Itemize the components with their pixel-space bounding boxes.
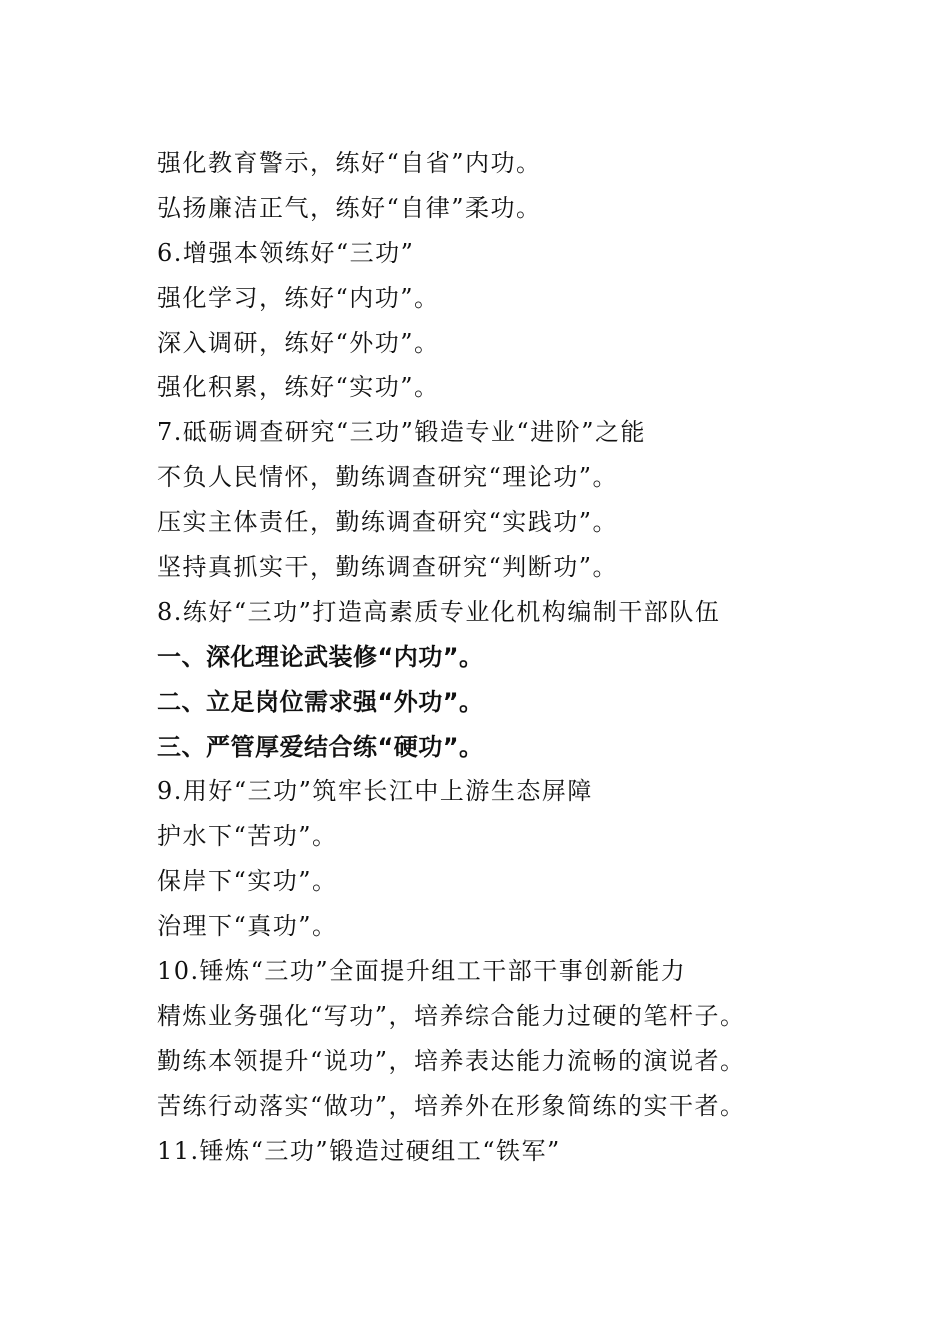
text-body	[157, 141, 937, 1173]
text-line: 不负人民情怀，勤练调查研究“理论功”。	[157, 463, 619, 492]
text-line: 6.增强本领练好“三功”	[157, 238, 415, 267]
text-line: 9.用好“三功”筑牢长江中上游生态屏障	[157, 777, 593, 806]
bold-heading-line: 二、立足岗位需求强“外功”。	[157, 687, 484, 716]
text-line: 11.锤炼“三功”锻造过硬组工“铁军”	[157, 1136, 561, 1165]
text-line: 精炼业务强化“写功”，培养综合能力过硬的笔杆子。	[157, 1001, 746, 1030]
text-line: 7.砥砺调查研究“三功”锻造专业“进阶”之能	[157, 418, 646, 447]
text-line: 治理下“真功”。	[157, 912, 338, 941]
text-line: 坚持真抓实干，勤练调查研究“判断功”。	[157, 553, 619, 582]
text-line: 弘扬廉洁正气，练好“自律”柔功。	[157, 193, 542, 222]
text-line: 勤练本领提升“说功”，培养表达能力流畅的演说者。	[157, 1046, 746, 1075]
text-line: 苦练行动落实“做功”，培养外在形象简练的实干者。	[157, 1091, 746, 1120]
text-line: 强化积累，练好“实功”。	[157, 373, 440, 402]
text-line: 强化学习，练好“内功”。	[157, 283, 440, 312]
text-line: 护水下“苦功”。	[157, 822, 338, 851]
text-line: 强化教育警示，练好“自省”内功。	[157, 149, 542, 177]
text-line: 保岸下“实功”。	[157, 867, 338, 896]
text-line: 压实主体责任，勤练调查研究“实践功”。	[157, 508, 619, 537]
text-line: 深入调研，练好“外功”。	[157, 328, 440, 357]
text-line: 10.锤炼“三功”全面提升组工干部干事创新能力	[157, 957, 687, 986]
bold-heading-line: 三、严管厚爱结合练“硬功”。	[157, 732, 484, 761]
bold-heading-line: 一、深化理论武装修“内功”。	[157, 642, 484, 671]
text-line: 8.练好“三功”打造高素质专业化机构编制干部队伍	[157, 597, 721, 626]
